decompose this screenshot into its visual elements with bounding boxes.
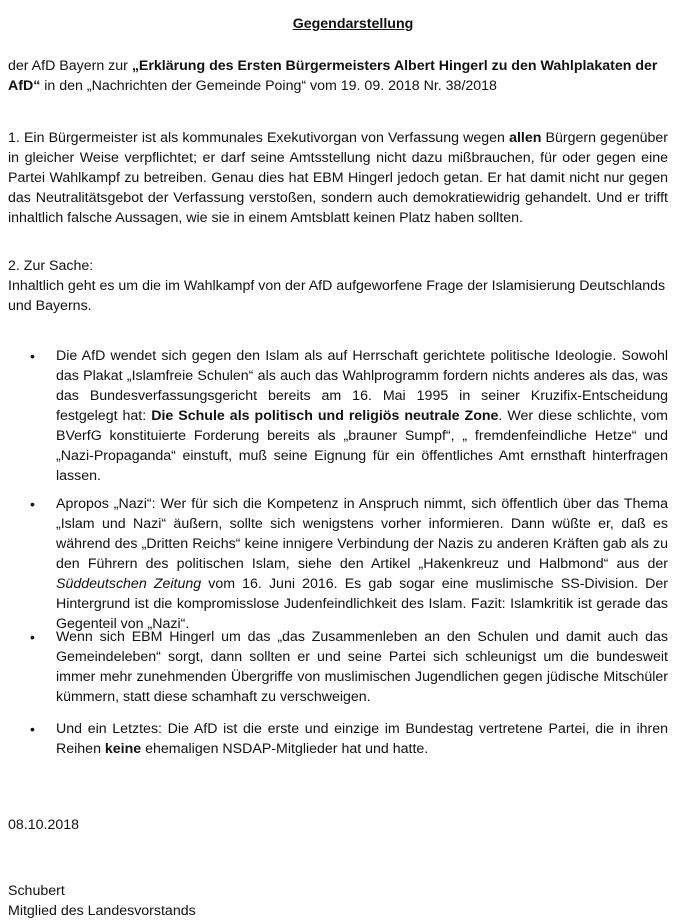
p1-bold-allen: allen — [509, 130, 542, 146]
b2-text-1: Apropos „Nazi“: Wer für sich die Kompetenz in Anspruch nimmt, sich öffentlich über das Thema „Islam und Nazi“ äußern, sollte sich wenigstens vorher informieren. Dann wüßte er, daß es während des „Dritten Reichs“ keine innigere Verbindung der Nazis zu anderen Kräften gab als zu den Führern des politischen Islam, siehe den Artikel „Hakenkreuz und Halbmond“ aus der — [56, 496, 668, 572]
list-item — [0, 627, 676, 709]
intro-text-1: der AfD Bayern zur — [8, 58, 132, 74]
bullet-icon: • — [30, 629, 35, 645]
bullet-icon: • — [30, 721, 35, 737]
list-item — [0, 494, 676, 632]
b1-text-2: . Wer diese schlichte, vom BVerfG konstituierte Forderung bereits als „brauner Sumpf“, „ fremdenfeindliche Hetze“ und „Nazi-Propaganda“ einstuft, muß seine Eignung für ein öffentliches Amt ernsthaft hinterfragen lassen. — [56, 408, 668, 484]
b2-text-2: vom 16. Juni 2016. Es gab sogar eine muslimische SS-Division. Der Hintergrund ist die kompromisslose Judenfeindlichkeit des Islam. Fazit: Islamkritik ist gerade das Gegenteil von „Nazi“. — [56, 576, 668, 632]
b3-text: Wenn sich EBM Hingerl um das „das Zusammenleben an den Schulen und damit auch das Gemeindeleben“ sorgt, dann sollten er und seine Partei sich schleunigst um die bundesweit immer mehr zunehmenden Übergriffe von muslimischen Jugendlichen gegen jüdische Mitschüler kümmern, statt diese schamhaft zu verschweigen. — [56, 629, 668, 705]
bullet-icon: • — [30, 348, 35, 364]
bullet-list — [0, 346, 676, 761]
signature-role: Mitglied des Landesvorstands — [8, 903, 196, 919]
b4-bold-keine: keine — [104, 741, 142, 757]
b1-text-1: Die AfD wendet sich gegen den Islam als auf Herrschaft gerichtete politische Ideologie. Sowohl das Plakat „Islamfreie Schulen“ als auch das Wahlprogramm fordern nichts anderes als das, was das Bundesverfassungsgericht bereits am 16. Mai 1995 in seiner Kruzifix-Entscheidung festgelegt hat: — [56, 348, 668, 424]
intro-bold-reference: „Erklärung des Ersten Bürgermeisters Albert Hingerl zu den Wahlplakaten der AfD“ — [8, 58, 658, 94]
paragraph-1 — [0, 128, 676, 228]
bullet-icon: • — [30, 496, 35, 512]
p1-text-1: 1. Ein Bürgermeister ist als kommunales Exekutivorgan von Verfassung wegen — [8, 130, 510, 146]
p2-text: Inhaltlich geht es um die im Wahlkampf von der AfD aufgeworfene Frage der Islamisierung Deutschlands und Bayerns. — [8, 278, 666, 314]
list-item — [0, 346, 676, 486]
b4-text-2: ehemaligen NSDAP-Mitglieder hat und hatte. — [141, 741, 429, 757]
p2-heading: 2. Zur Sache: — [8, 258, 94, 274]
list-item — [0, 719, 676, 761]
document-date: 08.10.2018 — [8, 817, 80, 833]
signature-name: Schubert — [8, 883, 65, 899]
intro-paragraph — [0, 56, 676, 96]
b2-italic-newspaper: Süddeutschen Zeitung — [56, 576, 202, 592]
document-title: Gegendarstellung — [292, 16, 414, 32]
intro-text-2: in den „Nachrichten der Gemeinde Poing“ vom 19. 09. 2018 Nr. 38/2018 — [40, 78, 497, 94]
b4-text-1: Und ein Letztes: Die AfD ist die erste und einzige im Bundestag vertretene Partei, die in ihren Reihen — [56, 721, 668, 757]
signature-block — [0, 881, 676, 921]
b1-bold: Die Schule als politisch und religiös neutrale Zone — [151, 408, 499, 424]
paragraph-2 — [0, 256, 676, 316]
p1-text-2: Bürgern gegenüber in gleicher Weise verpflichtet; er darf seine Amtsstellung nicht dazu mißbrauchen, für oder gegen eine Partei Wahlkampf zu betreiben. Genau dies hat EBM Hingerl jedoch getan. Er hat damit nicht nur gegen das Neutralitätsgebot der Verfassung verstoßen, sondern auch demokratiewidrig gehandelt. Und er trifft inhaltlich falsche Aussagen, wie sie in einem Amtsblatt keinen Platz haben sollten. — [8, 130, 668, 226]
